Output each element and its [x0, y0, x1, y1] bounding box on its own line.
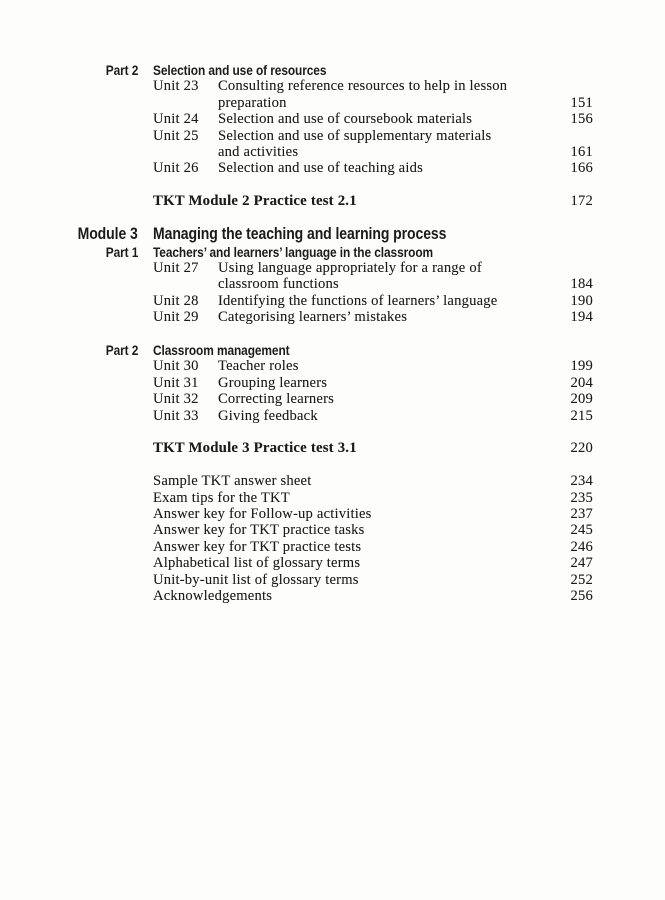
- toc-row-backmatter: [0, 522, 593, 538]
- toc-row-continuation: [0, 144, 593, 160]
- unit-label: Unit 32: [153, 391, 199, 408]
- page-number: 246: [570, 538, 593, 555]
- unit-title: Categorising learners’ mistakes: [218, 309, 408, 326]
- toc-row-unit: [0, 160, 593, 176]
- toc-row-spacer: [0, 210, 593, 226]
- toc-row-unit: [0, 293, 593, 309]
- unit-title-continuation: and activities: [218, 144, 299, 161]
- module-label: [0, 226, 138, 244]
- part-label: [0, 342, 138, 358]
- page-number: 199: [570, 358, 593, 375]
- toc-row-unit: [0, 408, 593, 424]
- unit-label: Unit 24: [153, 111, 199, 128]
- toc-row-continuation: [0, 95, 593, 111]
- part-label-text: Part 2: [105, 62, 138, 78]
- toc-row-backmatter: [0, 555, 593, 571]
- toc-row-practice: [0, 440, 593, 456]
- part-title: [138, 342, 545, 358]
- toc-row-unit: [0, 391, 593, 407]
- toc-row-continuation: [0, 276, 593, 292]
- page-number: 234: [570, 473, 593, 490]
- page-number: 184: [570, 276, 593, 293]
- unit-title: Grouping learners: [218, 374, 328, 391]
- page-number: 172: [570, 193, 593, 210]
- unit-title: Selection and use of teaching aids: [218, 160, 423, 177]
- page-number: 237: [570, 505, 593, 522]
- unit-label: Unit 23: [153, 78, 199, 95]
- toc-list: [0, 62, 593, 604]
- page-number: 247: [570, 555, 593, 572]
- unit-title: Selection and use of coursebook materials: [218, 111, 473, 128]
- practice-test-title: TKT Module 2 Practice test 2.1: [153, 193, 357, 210]
- part-label: [0, 244, 138, 260]
- page-number: 209: [570, 391, 593, 408]
- unit-title-continuation: preparation: [218, 94, 287, 111]
- toc-row-backmatter: [0, 539, 593, 555]
- practice-test-title: TKT Module 3 Practice test 3.1: [153, 440, 357, 457]
- toc-row-backmatter: [0, 588, 593, 604]
- unit-title: Consulting reference resources to help in lesson: [218, 78, 508, 95]
- unit-title: Giving feedback: [218, 407, 318, 424]
- backmatter-title: Acknowledgements: [153, 588, 273, 605]
- unit-title: Teacher roles: [218, 358, 299, 375]
- unit-label: Unit 33: [153, 407, 199, 424]
- toc-row-backmatter: [0, 473, 593, 489]
- page-number: 166: [570, 160, 593, 177]
- part-title: [138, 244, 545, 260]
- toc-row-part: [0, 244, 593, 260]
- unit-title: Identifying the functions of learners’ language: [218, 292, 498, 309]
- part-title-text: Teachers’ and learners’ language in the classroom: [153, 243, 434, 260]
- toc-row-spacer: [0, 457, 593, 473]
- unit-label: Unit 28: [153, 292, 199, 309]
- backmatter-title: Alphabetical list of glossary terms: [153, 555, 361, 572]
- toc-row-backmatter: [0, 506, 593, 522]
- part-title-text: Selection and use of resources: [153, 62, 327, 78]
- page-number: 204: [570, 374, 593, 391]
- part-title: [138, 62, 545, 78]
- toc-row-unit: [0, 78, 593, 94]
- part-label-text: Part 1: [105, 243, 138, 260]
- page-number: 245: [570, 522, 593, 539]
- unit-label: Unit 26: [153, 160, 199, 177]
- part-label: [0, 62, 138, 78]
- toc-row-practice: [0, 193, 593, 209]
- page-number: 161: [570, 144, 593, 161]
- unit-label: Unit 29: [153, 309, 199, 326]
- toc-row-spacer: [0, 177, 593, 193]
- module-label-text: Module 3: [77, 225, 138, 244]
- module-title: [138, 226, 545, 244]
- toc-row-module: [0, 226, 593, 244]
- toc-row-part: [0, 62, 593, 78]
- unit-title: Correcting learners: [218, 391, 335, 408]
- toc-row-backmatter: [0, 490, 593, 506]
- page-number: 151: [570, 94, 593, 111]
- module-title-text: Managing the teaching and learning process: [153, 225, 447, 244]
- toc-row-backmatter: [0, 572, 593, 588]
- unit-label: Unit 25: [153, 127, 199, 144]
- page-number: 215: [570, 407, 593, 424]
- backmatter-title: Answer key for TKT practice tests: [153, 538, 362, 555]
- toc-row-spacer: [0, 424, 593, 440]
- page-number: 194: [570, 309, 593, 326]
- toc-row-unit: [0, 260, 593, 276]
- page-number: 156: [570, 111, 593, 128]
- backmatter-title: Sample TKT answer sheet: [153, 473, 312, 490]
- backmatter-title: Answer key for TKT practice tasks: [153, 522, 365, 539]
- unit-title: Using language appropriately for a range of: [218, 259, 482, 276]
- page-number: 220: [570, 440, 593, 457]
- unit-label: Unit 30: [153, 358, 199, 375]
- toc-row-unit: [0, 375, 593, 391]
- unit-label: Unit 31: [153, 374, 199, 391]
- page-number: 256: [570, 588, 593, 605]
- unit-title-continuation: classroom functions: [218, 276, 339, 293]
- toc-row-unit: [0, 111, 593, 127]
- toc-row-part: [0, 342, 593, 358]
- page-number: 252: [570, 571, 593, 588]
- toc-row-spacer: [0, 326, 593, 342]
- unit-title: Selection and use of supplementary materials: [218, 127, 492, 144]
- toc-row-unit: [0, 309, 593, 325]
- toc-row-unit: [0, 128, 593, 144]
- backmatter-title: Answer key for Follow-up activities: [153, 505, 372, 522]
- toc-row-unit: [0, 358, 593, 374]
- part-label-text: Part 2: [105, 341, 138, 358]
- page-number: 235: [570, 489, 593, 506]
- backmatter-title: Unit-by-unit list of glossary terms: [153, 571, 359, 588]
- page-number: 190: [570, 292, 593, 309]
- backmatter-title: Exam tips for the TKT: [153, 489, 290, 506]
- unit-label: Unit 27: [153, 259, 199, 276]
- part-title-text: Classroom management: [153, 341, 290, 358]
